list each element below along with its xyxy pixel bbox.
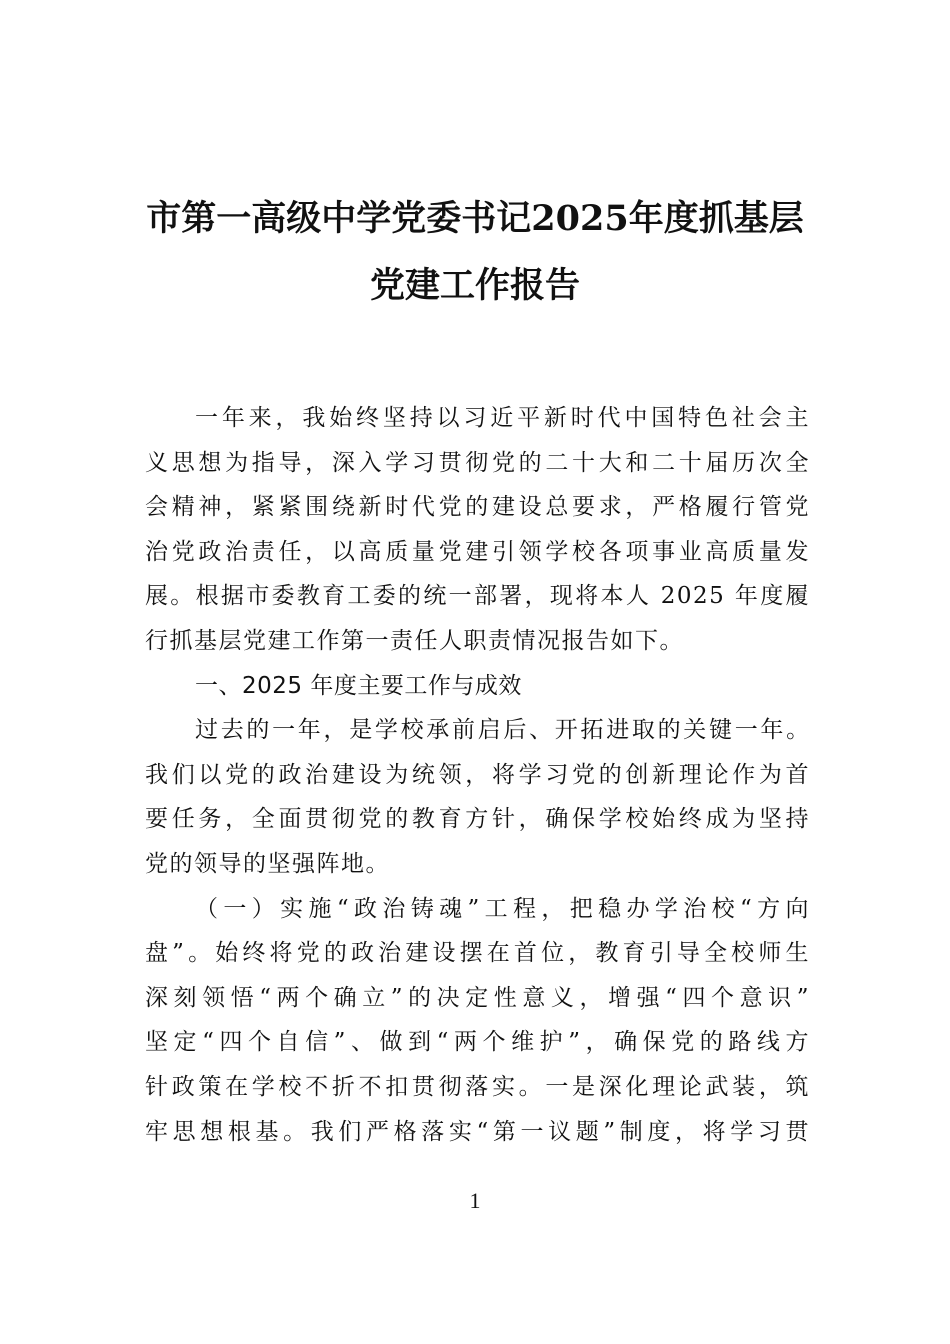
paragraph-3-line: 针政策在学校不折不扣贯彻落实。一是深化理论武装，筑 [145, 1073, 810, 1100]
paragraph-2-line: 要任务，全面贯彻党的教育方针，确保学校始终成为坚持 [145, 806, 810, 833]
paragraph-1-line: 义思想为指导，深入学习贯彻党的二十大和二十届历次全 [145, 449, 810, 476]
paragraph-1-line: 展。根据市委教育工委的统一部署，现将本人 2025 年度履 [145, 583, 810, 610]
paragraph-3-line: （一）实施“政治铸魂”工程，把稳办学治校“方向 [195, 895, 810, 922]
paragraph-1-line: 行抓基层党建工作第一责任人职责情况报告如下。 [145, 627, 684, 654]
paragraph-1-line: 治党政治责任，以高质量党建引领学校各项事业高质量发 [145, 538, 810, 565]
paragraph-1-line: 一年来，我始终坚持以习近平新时代中国特色社会主 [195, 405, 810, 431]
paragraph-1-line: 会精神，紧紧围绕新时代党的建设总要求，严格履行管党 [145, 494, 810, 521]
paragraph-3-line: 深刻领悟“两个确立”的决定性意义，增强“四个意识” [145, 984, 810, 1011]
paragraph-3-line: 牢思想根基。我们严格落实“第一议题”制度，将学习贯 [145, 1118, 810, 1145]
section-1-heading: 一、2025 年度主要工作与成效 [195, 672, 522, 699]
paragraph-2-line: 过去的一年，是学校承前启后、开拓进取的关键一年。 [195, 717, 810, 744]
document-title-line-2: 党建工作报告 [369, 265, 580, 306]
document-title-line-1: 市第一高级中学党委书记2025年度抓基层 [146, 198, 804, 239]
paragraph-3-line: 坚定“四个自信”、做到“两个维护”，确保党的路线方 [145, 1029, 810, 1056]
page-number: 1 [469, 1188, 481, 1213]
document-body [145, 396, 810, 1154]
paragraph-2-line: 我们以党的政治建设为统领，将学习党的创新理论作为首 [145, 761, 810, 788]
paragraph-2-line: 党的领导的坚强阵地。 [145, 850, 390, 877]
paragraph-3-line: 盘”。始终将党的政治建设摆在首位，教育引导全校师生 [145, 940, 810, 967]
